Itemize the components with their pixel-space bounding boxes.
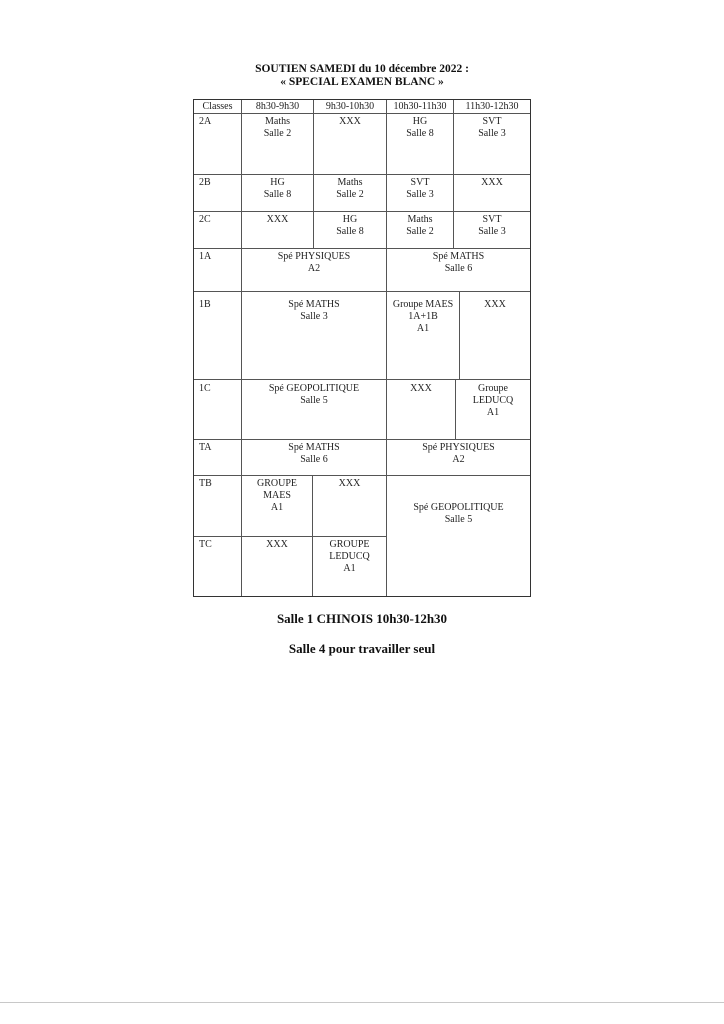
document-title: SOUTIEN SAMEDI du 10 décembre 2022 :: [255, 63, 469, 75]
row-divider: [194, 291, 530, 292]
cell-tb-slot2: XXX: [338, 478, 361, 489]
row-divider: [194, 439, 530, 440]
row-divider: [194, 248, 530, 249]
cell-2c-slot4: SVT Salle 3: [478, 214, 506, 237]
cell-1b-slot3: Groupe MAES 1A+1B A1: [392, 299, 454, 334]
column-divider: [241, 100, 242, 596]
column-divider: [312, 475, 313, 596]
row-label-2a: 2A: [199, 116, 212, 127]
cell-tc-slot2: GROUPE LEDUCQ A1: [329, 539, 370, 574]
cell-tb-tc-late: Spé GEOPOLITIQUE Salle 5: [413, 502, 504, 525]
cell-2c-slot1: XXX: [266, 214, 289, 225]
cell-1b-slot4: XXX: [484, 299, 506, 310]
row-divider: [194, 174, 530, 175]
row-divider: [194, 379, 530, 380]
page-bottom-rule: [0, 1002, 724, 1003]
header-slot-10h30: 10h30-11h30: [393, 101, 447, 112]
cell-1c-morning: Spé GEOPOLITIQUE Salle 5: [268, 383, 360, 406]
cell-2b-slot1: HG Salle 8: [263, 177, 292, 200]
cell-2a-slot4: SVT Salle 3: [478, 116, 506, 139]
cell-2a-slot3: HG Salle 8: [406, 116, 434, 139]
row-label-1c: 1C: [199, 383, 211, 394]
cell-tb-slot1: GROUPE MAES A1: [256, 478, 297, 513]
cell-2c-slot3: Maths Salle 2: [406, 214, 434, 237]
row-label-ta: TA: [199, 442, 212, 453]
row-label-1a: 1A: [199, 251, 212, 262]
row-label-tc: TC: [199, 539, 212, 550]
cell-1c-slot3: XXX: [410, 383, 432, 394]
cell-tc-slot1: XXX: [266, 539, 288, 550]
cell-1c-slot4: Groupe LEDUCQ A1: [472, 383, 514, 418]
cell-1b-morning: Spé MATHS Salle 3: [288, 299, 340, 322]
cell-ta-late: Spé PHYSIQUES A2: [422, 442, 495, 465]
cell-ta-morning: Spé MATHS Salle 6: [288, 442, 340, 465]
header-classes: Classes: [202, 101, 233, 112]
row-divider: [194, 211, 530, 212]
row-label-tb: TB: [199, 478, 212, 489]
footer-salle4-note: Salle 4 pour travailler seul: [288, 641, 436, 656]
cell-2a-slot1: Maths Salle 2: [263, 116, 292, 139]
row-divider: [194, 536, 386, 537]
document-subtitle: « SPECIAL EXAMEN BLANC »: [280, 76, 444, 88]
schedule-table: [193, 99, 531, 597]
cell-1a-morning: Spé PHYSIQUES A2: [277, 251, 351, 274]
cell-2b-slot4: XXX: [481, 177, 503, 188]
cell-2b-slot2: Maths Salle 2: [336, 177, 364, 200]
header-slot-8h30: 8h30-9h30: [255, 101, 300, 112]
cell-2c-slot2: HG Salle 8: [336, 214, 364, 237]
row-divider: [194, 475, 530, 476]
row-label-1b: 1B: [199, 299, 211, 310]
cell-1a-late: Spé MATHS Salle 6: [432, 251, 485, 274]
header-slot-11h30: 11h30-12h30: [465, 101, 519, 112]
cell-2b-slot3: SVT Salle 3: [406, 177, 434, 200]
row-label-2b: 2B: [199, 177, 211, 188]
footer-chinois-note: Salle 1 CHINOIS 10h30-12h30: [276, 611, 448, 626]
row-label-2c: 2C: [199, 214, 211, 225]
row-divider: [194, 113, 530, 114]
header-slot-9h30: 9h30-10h30: [325, 101, 375, 112]
cell-2a-slot2: XXX: [339, 116, 361, 127]
